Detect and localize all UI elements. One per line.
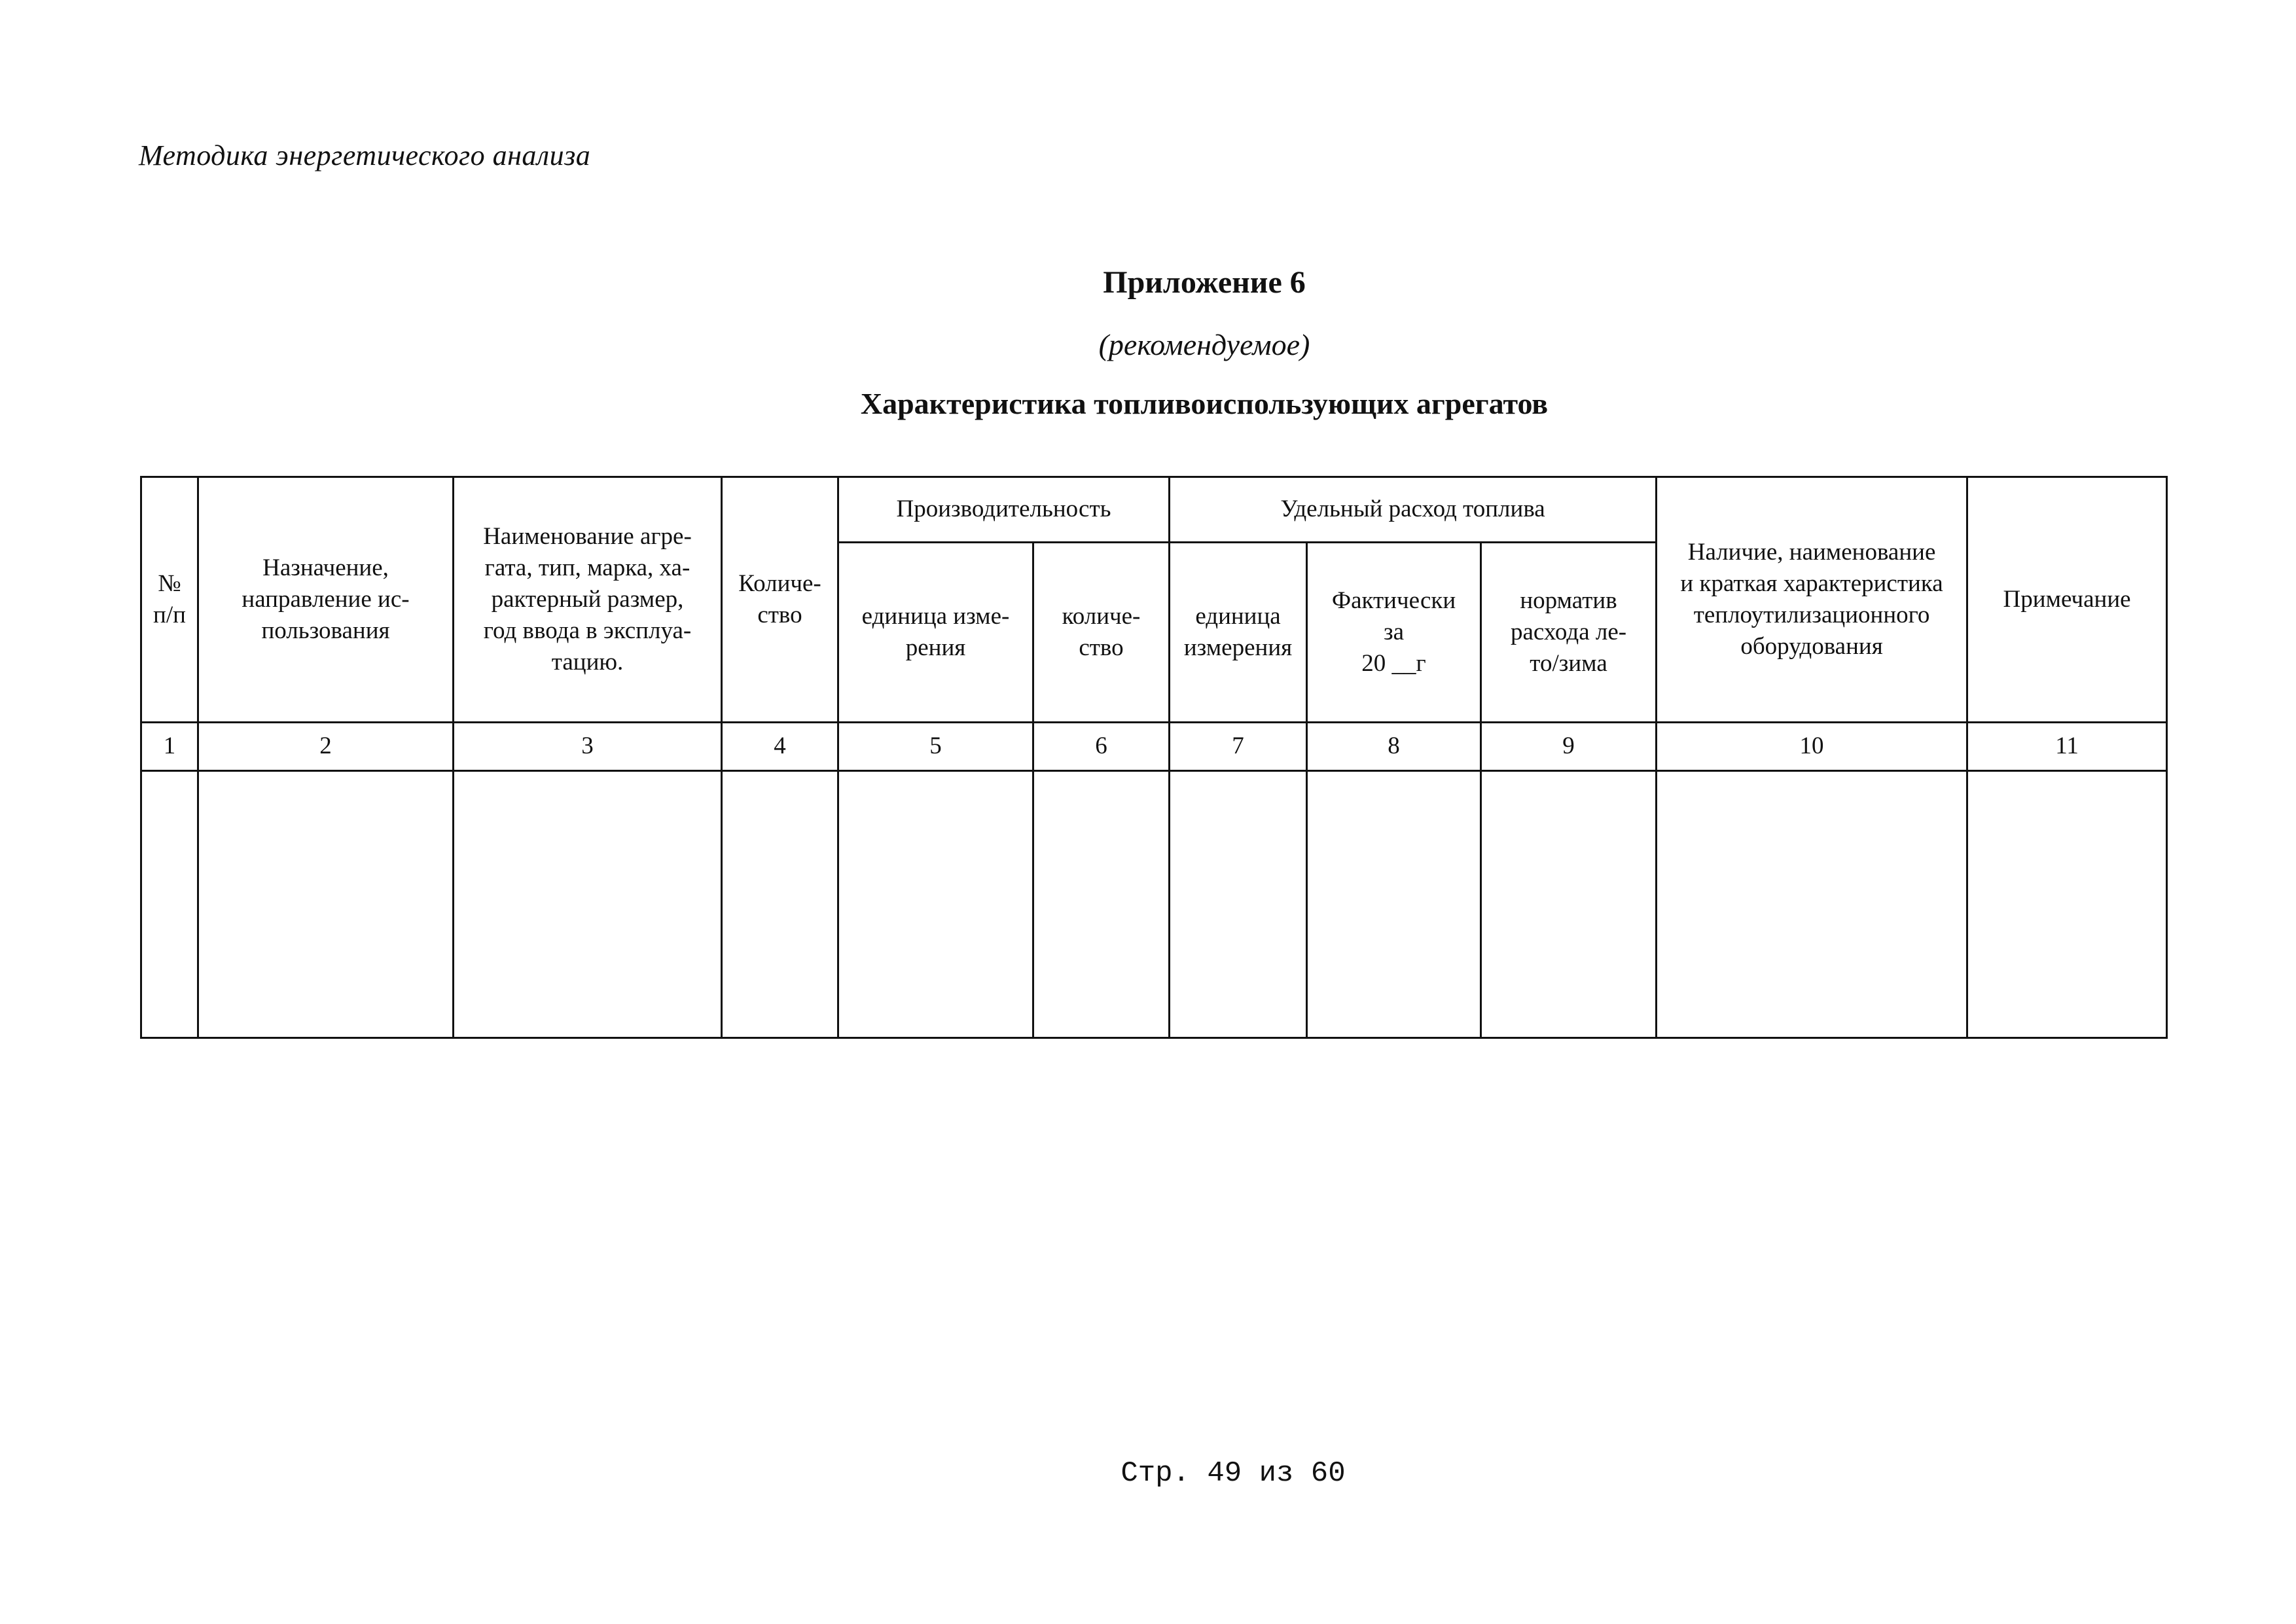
col-header-performance: Производительность <box>838 477 1170 543</box>
empty-cell <box>1033 771 1170 1038</box>
column-number: 8 <box>1307 723 1481 771</box>
col-header-purpose: Назначение, направление ис- пользования <box>198 477 454 723</box>
empty-cell <box>1481 771 1657 1038</box>
empty-cell <box>454 771 722 1038</box>
empty-cell <box>1307 771 1481 1038</box>
column-number: 2 <box>198 723 454 771</box>
appendix-title: Приложение 6 <box>1103 265 1306 300</box>
table-title: Характеристика топливоиспользующих агрегатов <box>860 387 1549 420</box>
fuel-units-table <box>140 476 2168 1039</box>
col-header-fuel-norm: норматив расхода ле- то/зима <box>1481 543 1657 723</box>
col-header-heat-recovery: Наличие, наименование и краткая характеристика теплоутилизационного оборудования <box>1657 477 1967 723</box>
column-number: 1 <box>141 723 198 771</box>
col-header-note: Примечание <box>1967 477 2167 723</box>
empty-cell <box>198 771 454 1038</box>
header-row-top <box>141 477 2167 543</box>
column-number: 6 <box>1033 723 1170 771</box>
column-number: 3 <box>454 723 722 771</box>
col-header-performance-amount: количе- ство <box>1033 543 1170 723</box>
column-number: 7 <box>1170 723 1307 771</box>
empty-cell <box>1657 771 1967 1038</box>
page-number: Стр. 49 из 60 <box>1121 1457 1346 1490</box>
table-row <box>141 771 2167 1038</box>
col-header-no: № п/п <box>141 477 198 723</box>
empty-cell <box>722 771 838 1038</box>
column-number-row <box>141 723 2167 771</box>
column-number: 4 <box>722 723 838 771</box>
col-header-performance-unit: единица изме- рения <box>838 543 1033 723</box>
col-header-fuel-consumption: Удельный расход топлива <box>1170 477 1657 543</box>
column-number: 10 <box>1657 723 1967 771</box>
col-header-name: Наименование агре- гата, тип, марка, ха- рактерный размер, год ввода в эксплуа- тацию. <box>454 477 722 723</box>
empty-cell <box>1170 771 1307 1038</box>
empty-cell <box>838 771 1033 1038</box>
empty-cell <box>1967 771 2167 1038</box>
column-number: 11 <box>1967 723 2167 771</box>
col-header-fuel-unit: единица измерения <box>1170 543 1307 723</box>
column-number: 5 <box>838 723 1033 771</box>
empty-cell <box>141 771 198 1038</box>
column-number: 9 <box>1481 723 1657 771</box>
col-header-fuel-actual: Фактически за 20 __г <box>1307 543 1481 723</box>
running-head: Методика энергетического анализа <box>139 139 591 171</box>
col-header-quantity: Количе- ство <box>722 477 838 723</box>
appendix-status: (рекомендуемое) <box>1098 328 1310 361</box>
